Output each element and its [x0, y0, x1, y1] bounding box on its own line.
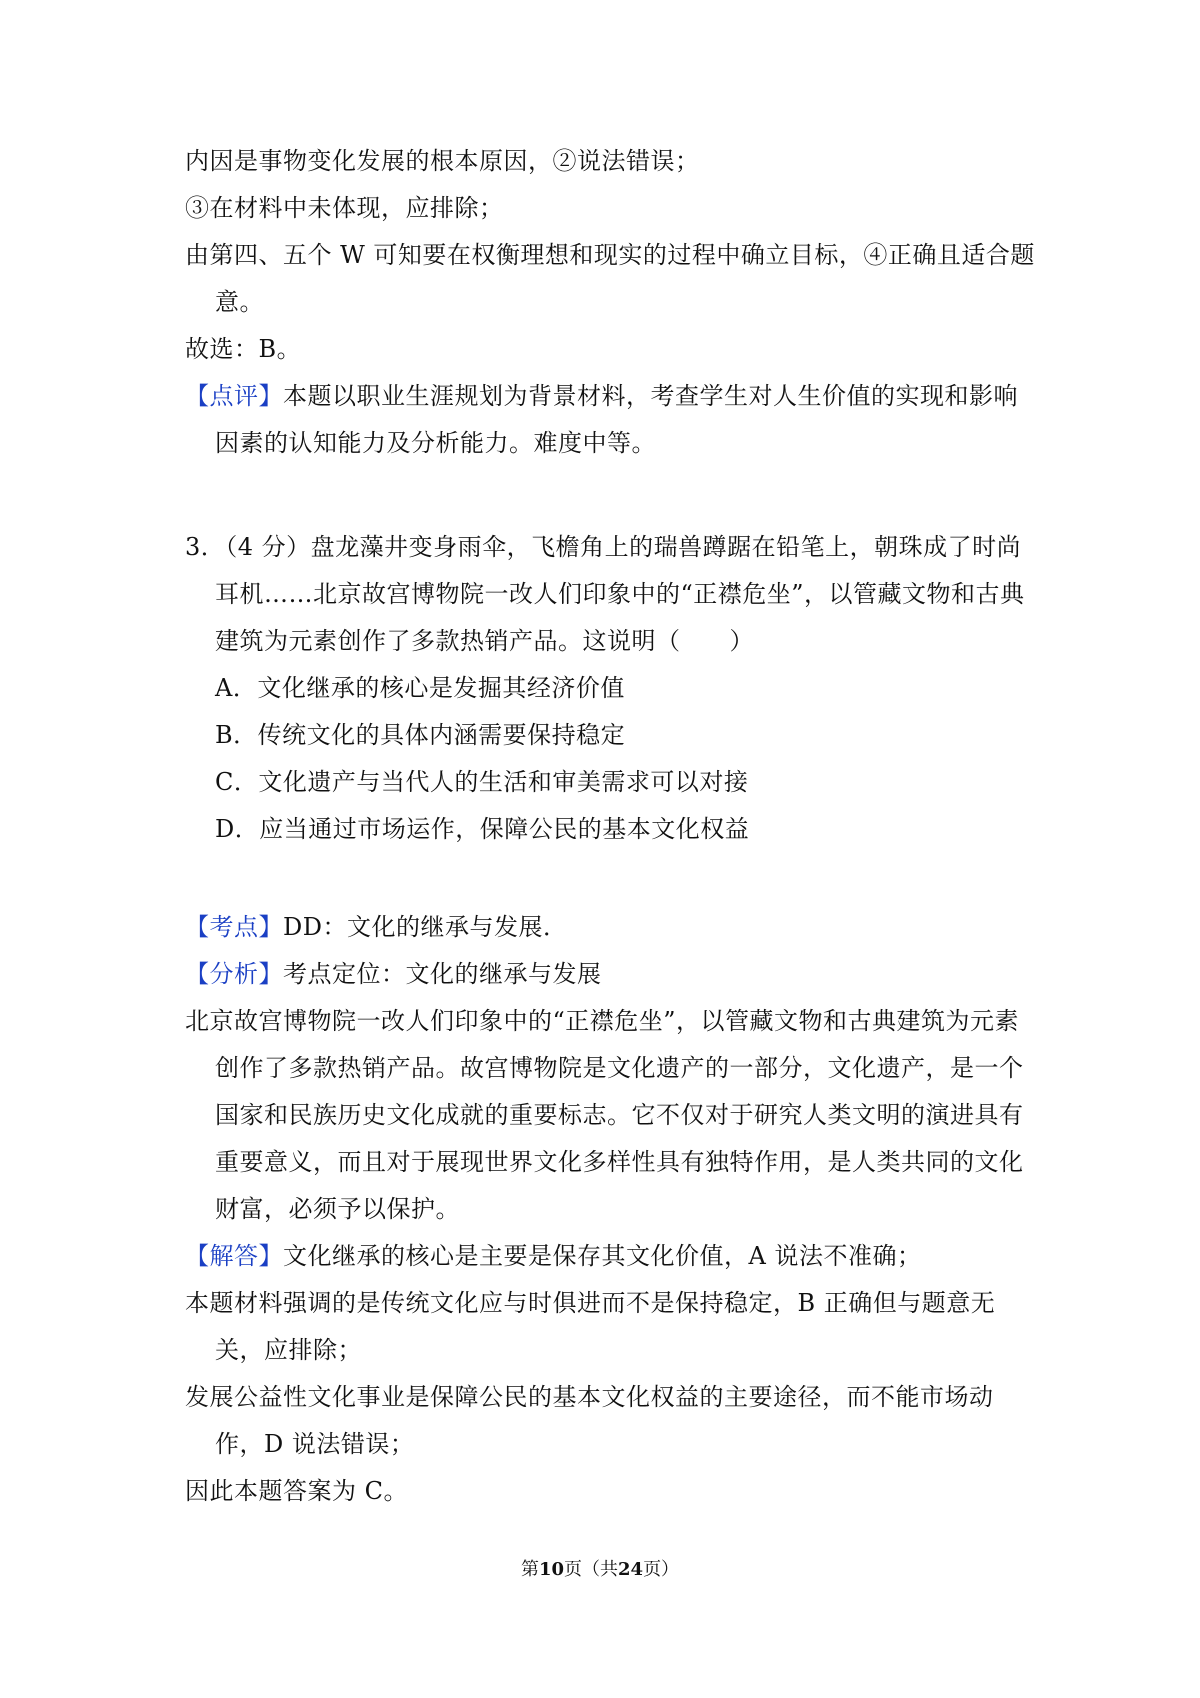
kaodian-line: [185, 904, 1025, 951]
footer-prefix: 第: [520, 1559, 539, 1580]
jieda-text: 文化继承的核心是主要是保存其文化价值，A 说法不准确；: [283, 1242, 922, 1270]
comment-tag: 【点评】: [185, 382, 283, 410]
jieda-tag: 【解答】: [185, 1242, 283, 1270]
question-stem: 耳机……北京故宫博物院一改人们印象中的“正襟危坐”，以管藏文物和古典: [215, 580, 1025, 608]
fenxi-tag: 【分析】: [185, 960, 283, 988]
analysis-section: [185, 904, 1025, 1515]
option-a: A．文化继承的核心是发掘其经济价值: [215, 674, 625, 702]
fenxi-line: [185, 951, 1025, 998]
conclusion-line: 因此本题答案为 C。: [185, 1477, 408, 1505]
text-line: 发展公益性文化事业是保障公民的基本文化权益的主要途径，而不能市场动: [185, 1383, 994, 1411]
option-d: D．应当通过市场运作，保障公民的基本文化权益: [215, 815, 750, 843]
analysis-paragraph-line: 北京故宫博物院一改人们印象中的“正襟危坐”，以管藏文物和古典建筑为元素: [185, 1007, 1020, 1035]
option-b: B．传统文化的具体内涵需要保持稳定: [215, 721, 626, 749]
analysis-paragraph-line: 国家和民族历史文化成就的重要标志。它不仅对于研究人类文明的演进具有: [215, 1101, 1024, 1129]
option-c: C．文化遗产与当代人的生活和审美需求可以对接: [215, 768, 749, 796]
text-line: 本题材料强调的是传统文化应与时俱进而不是保持稳定，B 正确但与题意无: [185, 1289, 996, 1317]
jieda-line: [185, 1233, 1025, 1280]
question-stem: 建筑为元素创作了多款热销产品。这说明（ ）: [215, 627, 754, 655]
text-line: 关，应排除；: [215, 1336, 362, 1364]
comment-text: 本题以职业生涯规划为背景材料，考查学生对人生价值的实现和影响: [283, 382, 1018, 410]
previous-answer-section: [185, 138, 1035, 467]
question-3: [185, 524, 1025, 853]
fenxi-text: 考点定位：文化的继承与发展: [283, 960, 602, 988]
footer-middle: 页（共: [564, 1559, 618, 1580]
comment-line: 因素的认知能力及分析能力。难度中等。: [215, 429, 656, 457]
text-line: 作，D 说法错误；: [215, 1430, 415, 1458]
analysis-paragraph-line: 重要意义，而且对于展现世界文化多样性具有独特作用，是人类共同的文化: [215, 1148, 1024, 1176]
text-line: 由第四、五个 W 可知要在权衡理想和现实的过程中确立目标，④正确且适合题: [185, 241, 1035, 269]
footer-total-pages: 24: [618, 1559, 644, 1580]
analysis-paragraph-line: 创作了多款热销产品。故宫博物院是文化遗产的一部分，文化遗产，是一个: [215, 1054, 1024, 1082]
kaodian-tag: 【考点】: [185, 913, 283, 941]
footer-page-number: 10: [538, 1559, 564, 1580]
text-line: ③在材料中未体现，应排除；: [185, 194, 504, 222]
text-line: 意。: [215, 288, 264, 316]
page-footer: [0, 1558, 1200, 1582]
answer-choice-line: 故选：B。: [185, 335, 302, 363]
question-stem: 3．（4 分）盘龙藻井变身雨伞，飞檐角上的瑞兽蹲踞在铅笔上，朝珠成了时尚: [185, 533, 1022, 561]
text-line: 内因是事物变化发展的根本原因，②说法错误；: [185, 147, 700, 175]
analysis-paragraph-line: 财富，必须予以保护。: [215, 1195, 460, 1223]
comment-line: [185, 373, 1025, 420]
kaodian-text: DD：文化的继承与发展．: [283, 913, 568, 941]
footer-suffix: 页）: [643, 1559, 680, 1580]
